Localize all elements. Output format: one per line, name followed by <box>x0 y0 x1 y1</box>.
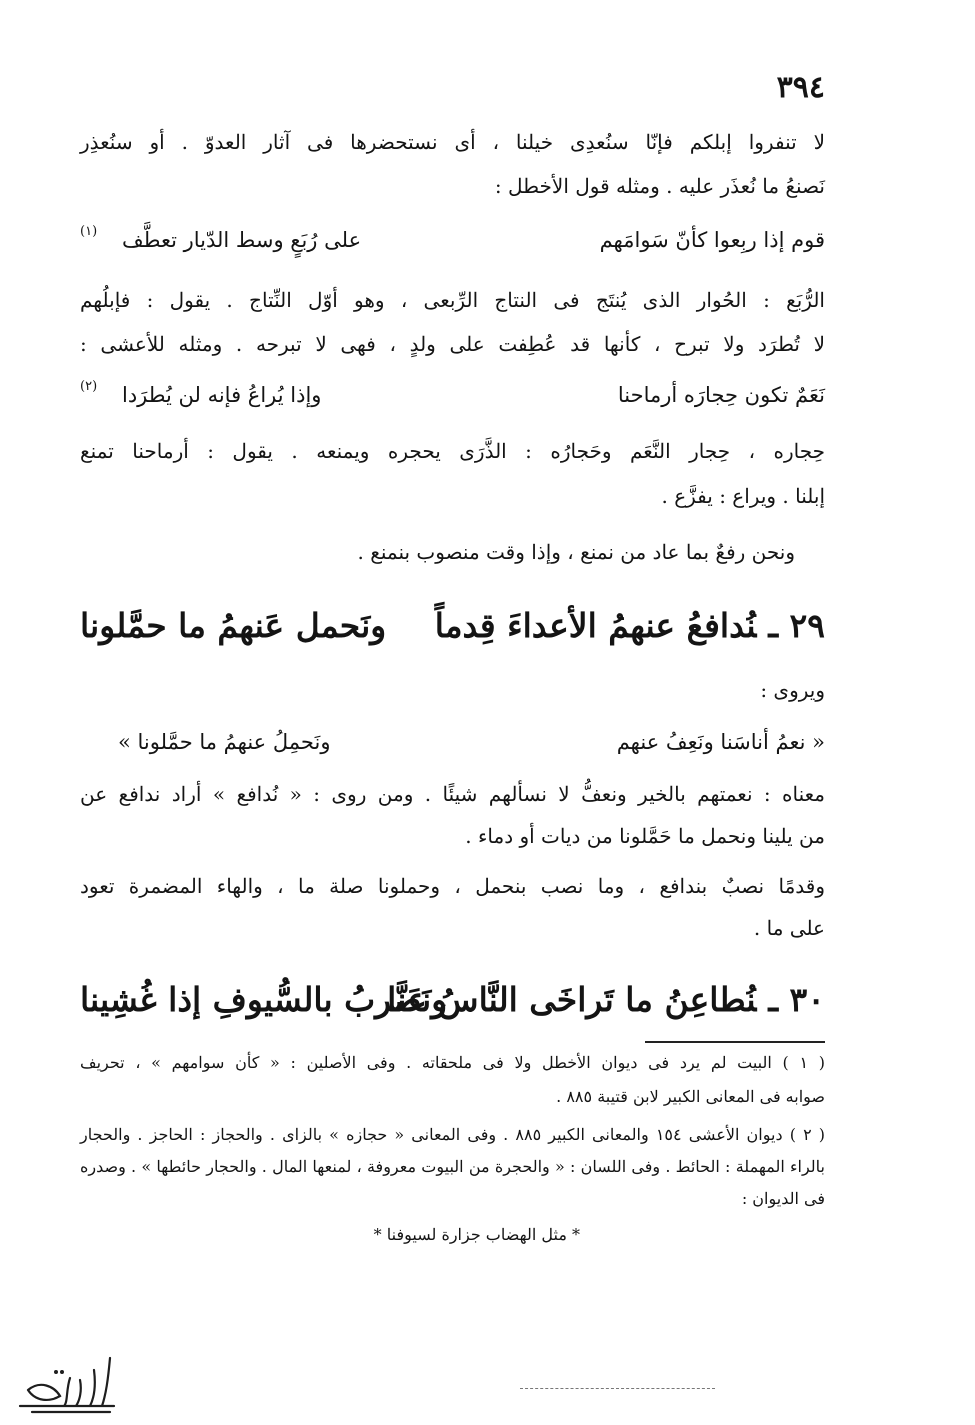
text-line: ونحن رفعٌ بما عاد من نمنع ، وإذا وقت منصوب بنمنع . <box>357 540 795 564</box>
verse-text: نُطاعِنُ ما تَراخَى النَّاسُ عَنَّا <box>387 980 757 1019</box>
text-line: إبلنا . ويراع : يفزَّع . <box>661 484 825 508</box>
footnote-marker: (٢) <box>80 379 98 394</box>
footnote-line: صوابه فى المعانى الكبير لابن قتيبة ٨٨٥ . <box>556 1087 825 1106</box>
verse-second-hemistich: على رُبَعٍ وسط الدّيار تعطَّف <box>122 228 362 252</box>
verse-number: ٢٩ ـ <box>768 606 825 645</box>
text-line: الرُّبَع : الحُوار الذى يُنتَج فى النتاج الرِّبعى ، وهو أوّل النِّتاج . يقول : فإبلُهم <box>80 288 825 312</box>
footnote-separator <box>645 1041 825 1043</box>
verse-first-hemistich: نَعَمٌ تكون حِجارَه أرماحنا <box>617 383 825 407</box>
text-line: على ما . <box>753 916 825 940</box>
text-line: من يلينا ونحمل ما حَمَّلونا من ديات أو دماء . <box>465 824 825 848</box>
footnote-line: بالراء المهملة : الحائط . وفى اللسان : « والحجرة من البيوت معروفة ، لمنعها المال . والحجار حائطها » . وصدره <box>80 1157 825 1176</box>
footnote-verse: * مثل الهضاب جزارة لسيوفنا * <box>373 1225 580 1244</box>
verse-second-hemistich: ونَحمل عَنهمُ ما حمَّلونا <box>80 606 387 645</box>
verse-text: نُدافعُ عنهمُ الأعداءَ قِدماً <box>434 606 757 645</box>
text-line: لا تُطرَد ولا تبرح ، كأنها قد عُطِفت على ولدٍ ، فهى لا تبرحه . ومثله للأعشى : <box>80 332 825 356</box>
text-line: ويروى : <box>760 678 825 702</box>
verse-second-hemistich: ونَضربُ بالسُّيوفِ إذا غُشِينا <box>80 980 448 1019</box>
verse-first-hemistich <box>435 606 825 645</box>
scan-artifact-line <box>520 1388 715 1389</box>
footnote-line: ( ١ ) البيت لم يرد فى ديوان الأخطل ولا فى ملحقاته . وفى الأصلين : « كأن سوامهم » ، تحريف <box>80 1053 825 1072</box>
verse-first-hemistich <box>387 980 825 1019</box>
verse-second-hemistich: ونَحمِلُ عنهمُ ما حمَّلونا » <box>118 730 331 754</box>
text-line: وقدمًا نصبٌ بندافع ، وما نصب بنحمل ، وحملونا صلة ما ، والهاء المضمرة تعود <box>80 874 825 898</box>
verse-first-hemistich: قوم إذا ربِعوا كأنّ سَوامَهم <box>599 228 825 252</box>
verse-first-hemistich: « نعمُ أناسَنا ونَعِفُ عنهم <box>616 730 825 754</box>
calligraphic-seal-logo <box>10 1350 125 1418</box>
text-line: حِجاره ، حِجار النَّعَم وحَجارُه : الذَّرَى يحجره ويمنعه . يقول : أرماحنا تمنع <box>80 439 825 463</box>
footnote-marker: (١) <box>80 224 98 239</box>
verse-second-hemistich: وإذا يُراعُ فإنه لن يُطرَدا <box>122 383 322 407</box>
text-line: معناه : نعمتهم بالخير ونعفُّ لا نسألهم شيئًا . ومن روى : « نُدافع » أراد ندافع عن <box>80 782 825 806</box>
text-line: لا تنفروا إبلكم فإنّا سنُعدِى خيلنا ، أى نستحضرها فى آثار العدوّ . أو سنُعذِر <box>80 130 825 154</box>
footnote-line: فى الديوان : <box>741 1189 825 1208</box>
footnote-line: ( ٢ ) ديوان الأعشى ١٥٤ والمعانى الكبير ٨٨٥ . وفى المعانى « حجازه » بالزاى . والحجاز : الحاجز . والحجار <box>80 1125 826 1144</box>
page-number: ٣٩٤ <box>776 70 825 105</box>
text-line: نَصنعُ ما نُعذَر عليه . ومثله قول الأخطل : <box>494 174 825 198</box>
verse-number: ٣٠ ـ <box>768 980 825 1019</box>
